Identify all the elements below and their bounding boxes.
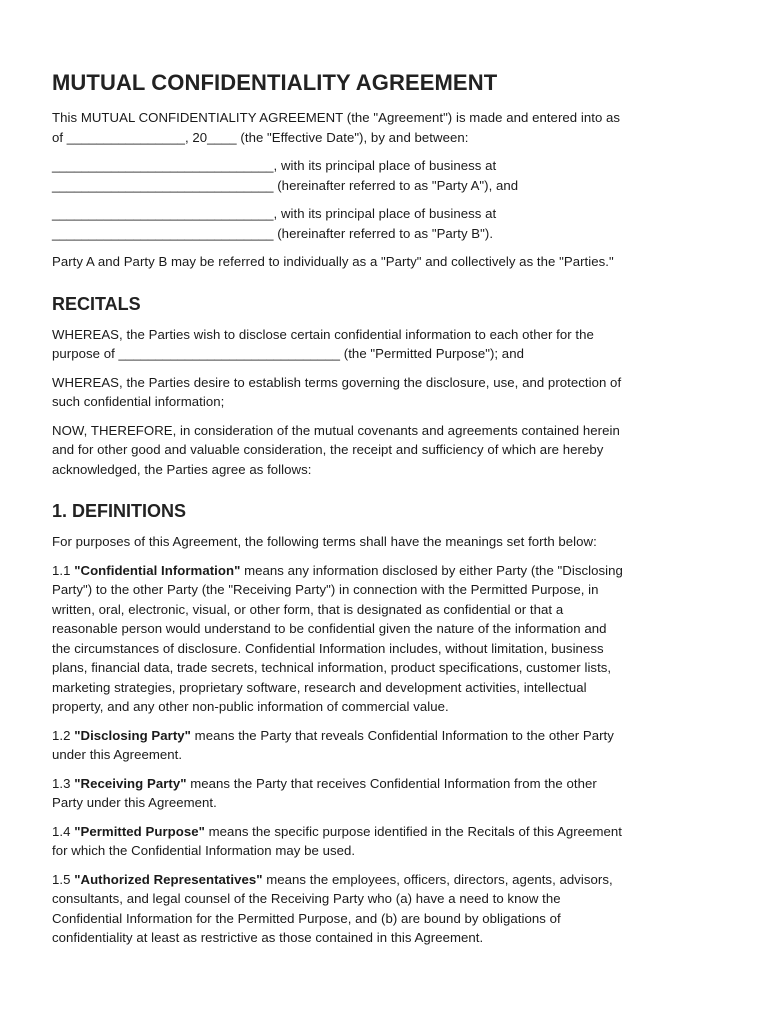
recitals-heading: RECITALS: [52, 293, 141, 314]
whereas-paragraph-1: WHEREAS, the Parties wish to disclose certain confidential information to each other for the purpose of ______________________________ (the "Permitted Purpose"); and: [52, 326, 594, 361]
defined-term: "Authorized Representatives": [74, 871, 263, 887]
definition-disclosing-party: 1.2 "Disclosing Party" means the Party that reveals Confidential Information to the other Party under this Agreement.: [52, 727, 614, 762]
defined-term: "Receiving Party": [74, 775, 187, 791]
defined-term: "Permitted Purpose": [74, 823, 205, 839]
party-b-paragraph: ______________________________, with its principal place of business at ______________________________ (hereinafter referred to as "Party B").: [52, 206, 497, 241]
definition-permitted-purpose: 1.4 "Permitted Purpose" means the specific purpose identified in the Recitals of this Agreement for which the Confidential Information may be used.: [52, 823, 622, 858]
defined-term: "Disclosing Party": [74, 727, 191, 743]
document-page: [52, 70, 722, 957]
definition-receiving-party: 1.3 "Receiving Party" means the Party that receives Confidential Information from the other Party under this Agreement.: [52, 775, 597, 810]
definitions-intro: For purposes of this Agreement, the following terms shall have the meanings set forth below:: [52, 534, 597, 549]
now-therefore-paragraph: NOW, THEREFORE, in consideration of the mutual covenants and agreements contained herein and for other good and valuable consideration, the receipt and sufficiency of which are hereby acknowledged, the Parties agree as follows:: [52, 422, 620, 477]
definitions-heading: 1. DEFINITIONS: [52, 501, 187, 521]
parties-note: Party A and Party B may be referred to individually as a "Party" and collectively as the "Parties.": [52, 254, 614, 269]
party-a-paragraph: ______________________________, with its principal place of business at ______________________________ (hereinafter referred to as "Party A"), and: [52, 158, 519, 193]
document-title: MUTUAL CONFIDENTIALITY AGREEMENT: [52, 70, 498, 95]
definition-confidential-information: 1.1 "Confidential Information" means any information disclosed by either Party (the "Disclosing Party") to the other Party (the "Receiving Party") in connection with the Permitted Purpose, in written, oral, electronic, visual, or other form, that is designated as confidential or that a reasonable person would understand to be confidential given the nature of the information and the circumstances of disclosure. Confidential Information includes, without limitation, business plans, financial data, trade secrets, technical information, product specifications, customer lists, marketing strategies, proprietary software, research and development activities, intellectual property, and any other non-public information of commercial value.: [52, 562, 623, 714]
defined-term: "Confidential Information": [74, 562, 241, 578]
whereas-paragraph-2: WHEREAS, the Parties desire to establish terms governing the disclosure, use, and protection of such confidential information;: [52, 374, 622, 409]
intro-paragraph: This MUTUAL CONFIDENTIALITY AGREEMENT (the "Agreement") is made and entered into as of ________________, 20____ (the "Effective Date"), by and between:: [52, 110, 621, 145]
definition-authorized-representatives: 1.5 "Authorized Representatives" means the employees, officers, directors, agents, advisors, consultants, and legal counsel of the Receiving Party who (a) have a need to know the Confidential Information for the Permitted Purpose, and (b) are bound by obligations of confidentiality at least as restrictive as those contained in this Agreement.: [52, 871, 613, 945]
